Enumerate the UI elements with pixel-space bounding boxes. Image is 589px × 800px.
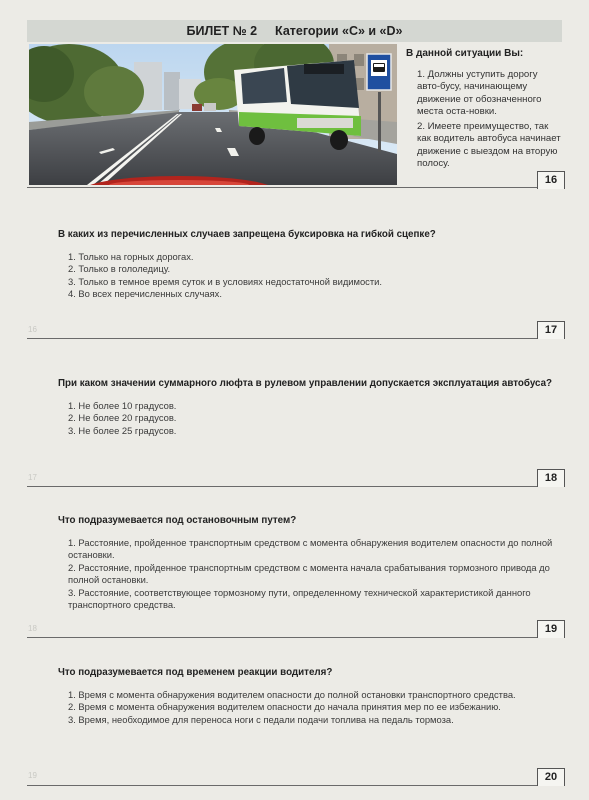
watermark-number: 17: [28, 473, 37, 482]
answer-option[interactable]: 2. Расстояние, пройденное транспортным средством с момента начала срабатывания тормозного привода до полной остановки.: [68, 561, 550, 585]
question-16-answers: [406, 69, 562, 171]
question-number-19: 19: [537, 620, 565, 638]
road-scene-image: [29, 44, 397, 185]
answer-option[interactable]: 1. Не более 10 градусов.: [68, 399, 177, 411]
ticket-header: [27, 20, 562, 42]
watermark-number: 16: [28, 325, 37, 334]
ticket-number: БИЛЕТ № 2: [186, 24, 258, 38]
watermark-number: 19: [28, 771, 37, 780]
question-16-title: В данной ситуации Вы:: [406, 48, 524, 59]
question-18-answers: [58, 400, 558, 438]
answer-option[interactable]: 3. Только в темное время суток и в условиях недостаточной видимости.: [68, 275, 383, 287]
question-18-title: При каком значении суммарного люфта в рулевом управлении допускается эксплуатация автобуса?: [58, 378, 553, 389]
answer-option[interactable]: 3. Время, необходимое для переноса ноги с педали подачи топлива на педаль тормоза.: [68, 713, 454, 725]
question-20-title: Что подразумевается под временем реакции водителя?: [58, 667, 333, 678]
question-17-title: В каких из перечисленных случаев запрещена буксировка на гибкой сцепке?: [58, 229, 436, 240]
question-19-title: Что подразумевается под остановочным путем?: [58, 515, 297, 526]
question-number-18: 18: [537, 469, 565, 487]
question-16-illustration: [29, 44, 397, 185]
answer-option[interactable]: 1. Расстояние, пройденное транспортным средством с момента обнаружения водителем опасности до полной остановки.: [68, 536, 553, 560]
answer-option[interactable]: 1. Время с момента обнаружения водителем опасности до полной остановки транспортного средства.: [68, 688, 516, 700]
answer-option[interactable]: 2. Не более 20 градусов.: [68, 412, 177, 423]
question-20-answers: [58, 689, 558, 727]
question-19-answers: [58, 537, 558, 612]
question-18: [58, 378, 558, 437]
answer-option[interactable]: 3. Не более 25 градусов.: [68, 424, 177, 436]
answer-option[interactable]: 2. Имеете преимущество, так как водитель автобуса начинает движение с выездом на вторую полосу.: [417, 120, 561, 169]
question-divider: [27, 486, 563, 487]
watermark-number: 18: [28, 624, 37, 633]
question-divider: [27, 187, 563, 188]
question-divider: [27, 338, 563, 339]
question-number-20: 20: [537, 768, 565, 786]
question-divider: [27, 637, 563, 638]
answer-option[interactable]: 4. Во всех перечисленных случаях.: [68, 288, 222, 299]
question-19: [58, 515, 558, 612]
ticket-categories: Категории «С» и «D»: [275, 24, 403, 38]
bus-stop-sign-icon: [367, 54, 391, 90]
question-16: [406, 48, 562, 173]
answer-option[interactable]: 2. Время с момента обнаружения водителем опасности до начала принятия мер по ее избежанию.: [68, 701, 501, 712]
question-number-16: 16: [537, 171, 565, 189]
answer-option[interactable]: 1. Только на горных дорогах.: [68, 250, 194, 262]
answer-option[interactable]: 2. Только в гололедицу.: [68, 263, 171, 274]
answer-option[interactable]: 3. Расстояние, соответствующее тормозному пути, определенному технической характеристикой данного транспортного средства.: [68, 586, 531, 610]
question-17-answers: [58, 251, 558, 301]
question-20: [58, 667, 558, 726]
question-divider: [27, 785, 563, 786]
question-number-17: 17: [537, 321, 565, 339]
question-17: [58, 229, 558, 301]
answer-option[interactable]: 1. Должны уступить дорогу авто-бусу, начинающему движение от обозначенного места оста-новки.: [417, 68, 542, 117]
